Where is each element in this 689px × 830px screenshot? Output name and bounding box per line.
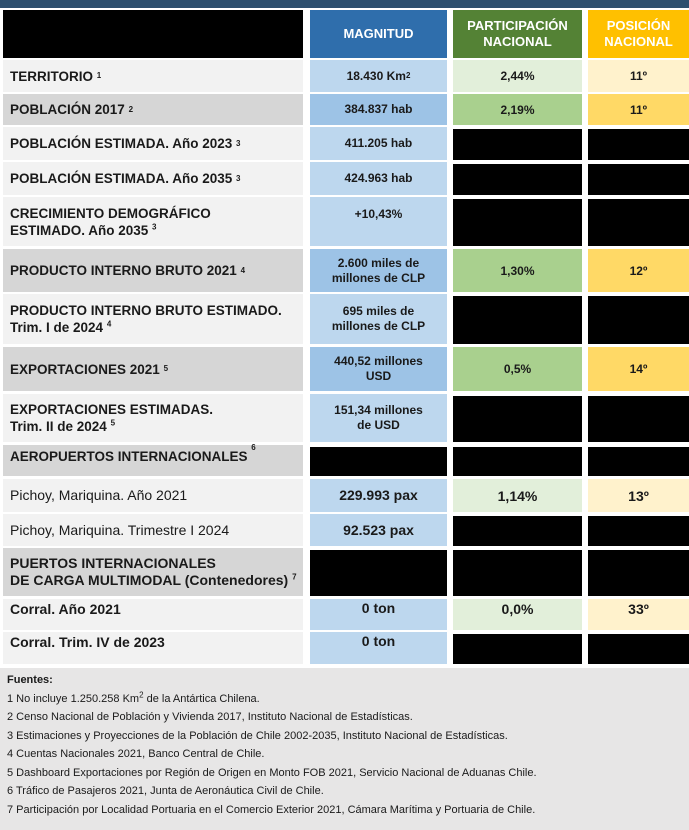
row-label: AEROPUERTOS INTERNACIONALES 6 [3, 445, 303, 476]
top-bar [0, 0, 689, 8]
row-label: POBLACIÓN ESTIMADA. Año 2023 3 [3, 127, 303, 160]
row-label [3, 479, 303, 512]
row-label-text: EXPORTACIONES 2021 [10, 361, 160, 377]
source-item [7, 690, 260, 705]
row-label [3, 514, 303, 546]
row-label: EXPORTACIONES 2021 5 [3, 347, 303, 391]
row-posicion: 12º [588, 249, 689, 292]
magnitud-line1: 2.600 miles de [337, 255, 420, 270]
row-label-text: AEROPUERTOS INTERNACIONALES [10, 449, 248, 464]
row-participacion: 2,44% [453, 60, 582, 92]
empty-cell [588, 396, 689, 442]
empty-cell [453, 199, 582, 246]
row-label [3, 197, 303, 246]
row-label [3, 599, 303, 630]
source-text: 1 No incluye 1.250.258 Km [7, 693, 140, 705]
row-magnitud: 229.993 pax [310, 479, 447, 512]
row-label [3, 548, 303, 596]
row-label-line1: EXPORTACIONES ESTIMADAS. [10, 402, 214, 417]
row-label-text: PRODUCTO INTERNO BRUTO 2021 [10, 263, 237, 278]
row-label [3, 394, 303, 442]
empty-cell [453, 447, 582, 476]
row-label-text: POBLACIÓN 2017 [10, 102, 125, 117]
empty-cell [588, 296, 689, 344]
row-label-text: Pichoy, Mariquina. Año 2021 [10, 487, 188, 503]
row-magnitud [310, 394, 447, 442]
header-posicion-text: POSICIÓN NACIONAL [604, 18, 673, 49]
row-label-line1: CRECIMIENTO DEMOGRÁFICO [10, 205, 211, 221]
row-magnitud: 424.963 hab [310, 162, 447, 195]
row-magnitud: 92.523 pax [310, 514, 447, 546]
footnote-ref: 7 [292, 572, 297, 582]
footnote-ref: 3 [152, 222, 157, 231]
row-label-text: TERRITORIO [10, 68, 94, 84]
row-participacion: 1,30% [453, 249, 582, 292]
source-sup: 2 [139, 690, 144, 700]
source-item: 5 Dashboard Exportaciones por Región de Origen en Monto FOB 2021, Servicio Nacional de Aduanas Chile. [7, 767, 537, 779]
empty-cell [588, 164, 689, 195]
row-label-line2: DE CARGA MULTIMODAL (Contenedores) [10, 572, 289, 588]
row-label: POBLACIÓN ESTIMADA. Año 2035 3 [3, 162, 303, 195]
header-participacion [453, 10, 582, 58]
row-label-line1: PRODUCTO INTERNO BRUTO ESTIMADO. [10, 303, 282, 318]
sources-title: Fuentes: [7, 674, 53, 686]
row-label [3, 294, 303, 344]
row-magnitud: 0 ton [310, 632, 447, 664]
row-label-text: POBLACIÓN ESTIMADA. Año 2023 [10, 136, 233, 151]
empty-cell [453, 296, 582, 344]
header-participacion-text: PARTICIPACIÓN NACIONAL [467, 18, 568, 49]
empty-cell [453, 550, 582, 596]
row-label-line2: ESTIMADO. Año 2035 [10, 222, 149, 238]
header-corner [3, 10, 303, 58]
footnote-ref: 4 [106, 319, 112, 329]
footnote-ref: 5 [110, 418, 116, 428]
row-posicion: 11º [588, 94, 689, 125]
row-magnitud: 411.205 hab [310, 127, 447, 160]
row-label-line1: PUERTOS INTERNACIONALES [10, 555, 216, 571]
row-magnitud: +10,43% [310, 197, 447, 246]
source-item: 2 Censo Nacional de Población y Vivienda 2017, Instituto Nacional de Estadísticas. [7, 711, 413, 723]
magnitud-line1: 151,34 millones [334, 403, 423, 417]
empty-cell [453, 396, 582, 442]
magnitud-line2: de USD [357, 418, 400, 432]
source-item: 6 Tráfico de Pasajeros 2021, Junta de Aeronáutica Civil de Chile. [7, 785, 324, 797]
row-magnitud: 0 ton [310, 599, 447, 630]
empty-cell [310, 447, 447, 476]
row-label-text: POBLACIÓN ESTIMADA. Año 2035 [10, 171, 233, 186]
row-magnitud: 384.837 hab [310, 94, 447, 125]
row-participacion: 0,0% [453, 599, 582, 630]
empty-cell [588, 634, 689, 664]
empty-cell [588, 550, 689, 596]
row-label-text: Pichoy, Mariquina. Trimestre I 2024 [10, 521, 230, 538]
row-label [3, 632, 303, 664]
row-magnitud [310, 347, 447, 391]
row-posicion: 11º [588, 60, 689, 92]
magnitud-line1: 440,52 millones [334, 354, 423, 368]
empty-cell [588, 447, 689, 476]
row-posicion: 13º [588, 479, 689, 512]
empty-cell [453, 634, 582, 664]
header-magnitud: MAGNITUD [310, 10, 447, 58]
empty-cell [310, 550, 447, 596]
row-magnitud [310, 249, 447, 292]
empty-cell [453, 164, 582, 195]
source-item: 4 Cuentas Nacionales 2021, Banco Central de Chile. [7, 748, 265, 760]
magnitud-value: 18.430 Km [346, 68, 406, 83]
row-posicion: 33º [588, 599, 689, 630]
row-posicion: 14º [588, 347, 689, 391]
row-label-line2: Trim. I de 2024 [10, 320, 104, 335]
source-item: 3 Estimaciones y Proyecciones de la Población de Chile 2002-2035, Instituto Nacional de Estadísticas. [7, 730, 508, 742]
magnitud-line2: USD [365, 369, 392, 383]
row-label: PRODUCTO INTERNO BRUTO 2021 4 [3, 249, 303, 292]
row-label-text: Corral. Trim. IV de 2023 [10, 634, 165, 650]
magnitud-line1: 695 miles de [342, 304, 415, 318]
source-item: 7 Participación por Localidad Portuaria en el Comercio Exterior 2021, Cámara Marítima y Portuaria de Chile. [7, 804, 536, 816]
empty-cell [588, 129, 689, 160]
source-text-tail: de la Antártica Chilena. [143, 693, 260, 705]
row-participacion: 1,14% [453, 479, 582, 512]
magnitud-line2: millones de CLP [331, 319, 426, 333]
header-posicion [588, 10, 689, 58]
empty-cell [588, 516, 689, 546]
row-participacion: 0,5% [453, 347, 582, 391]
row-label: POBLACIÓN 2017 2 [3, 94, 303, 125]
row-label-line2: Trim. II de 2024 [10, 419, 107, 434]
empty-cell [453, 129, 582, 160]
row-magnitud [310, 294, 447, 344]
row-label-text: Corral. Año 2021 [10, 601, 121, 617]
empty-cell [588, 199, 689, 246]
row-participacion: 2,19% [453, 94, 582, 125]
empty-cell [453, 516, 582, 546]
row-label: TERRITORIO 1 [3, 60, 303, 92]
magnitud-line2: millones de CLP [331, 270, 426, 285]
row-magnitud: 18.430 Km 2 [310, 60, 447, 92]
